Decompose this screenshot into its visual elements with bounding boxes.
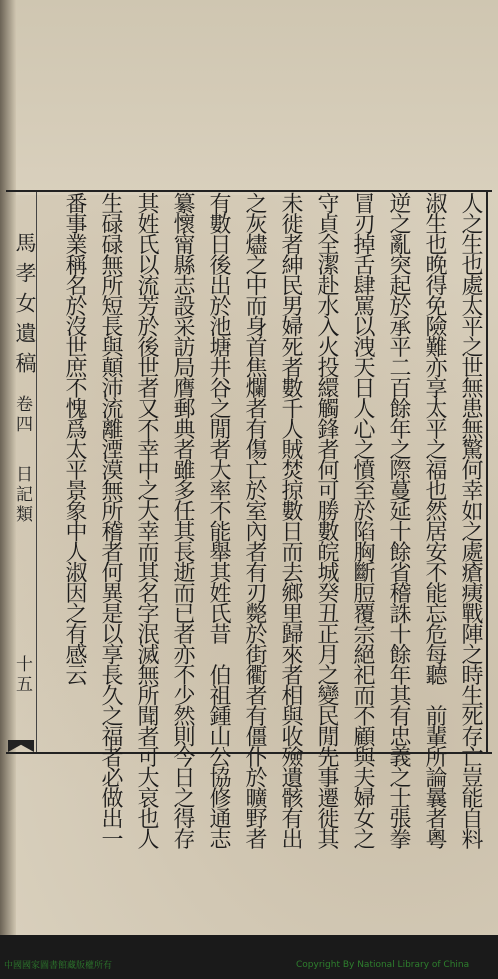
text-column: 生碌碌無所短長與顛沛流離湮漠無所稽者何異是以享長久之福者必做出一 bbox=[98, 192, 123, 848]
text-column: 番事業稱名於沒世庶不愧爲太平景象中人淑因之有感云 bbox=[62, 192, 87, 684]
text-column: 冒刃掉舌肆罵以洩天日人心之憤至於陷胸斷脰覆宗絕祀而不顧與夫婦女之 bbox=[350, 192, 375, 848]
scan-bottom-margin bbox=[0, 935, 498, 979]
text-column: 有數日後出於池塘井谷之閒者大率不能舉其姓氏昔 伯祖鍾山公協修通志 bbox=[206, 192, 231, 848]
text-column: 逆之亂突起於承平二百餘年之際蔓延十餘省稽誅十餘年其有忠義之士張拳 bbox=[386, 192, 411, 848]
book-title: 馬孝女遺稿 bbox=[13, 232, 37, 382]
watermark-chinese: 中國國家圖書館藏版權所有 bbox=[4, 961, 113, 971]
volume-label: 卷四 bbox=[12, 395, 32, 435]
text-column: 纂懷甯縣志設采訪局膺郵典者雖多任其長逝而已者亦不少然則今日之得存 bbox=[170, 192, 195, 848]
page-number: 十五 bbox=[12, 655, 32, 695]
text-column: 守貞全潔赴水入火投繯觸鋒者何可勝數皖城癸丑正月之變民閒先事遷徙其 bbox=[314, 192, 339, 848]
text-column: 其姓氏以流芳於後世者又不幸中之大幸而其名字泯滅無所聞者可大哀也人 bbox=[134, 192, 159, 848]
blank-upper-page bbox=[0, 0, 498, 195]
watermark-copyright: Copyright By National Library of China bbox=[296, 960, 470, 970]
text-column: 淑生也晚得免險難亦享太平之福也然居安不能忘危每聽 前輩所論曩者粵 bbox=[422, 192, 447, 848]
category-label: 日記類 bbox=[12, 465, 32, 525]
text-column: 之灰燼之中而身首焦爛者有傷亡於室內者有刃斃於街衢者有僵仆於曠野者 bbox=[242, 192, 267, 848]
text-column: 未徙者紳民男婦死者數千人賊焚掠數日而去鄉里歸來者相與收殮遺骸有出 bbox=[278, 192, 303, 848]
text-column: 人之生也處太平之世無患無驚何幸如之處瘡痍戰陣之時生死存亡豈能自料 bbox=[458, 192, 483, 848]
